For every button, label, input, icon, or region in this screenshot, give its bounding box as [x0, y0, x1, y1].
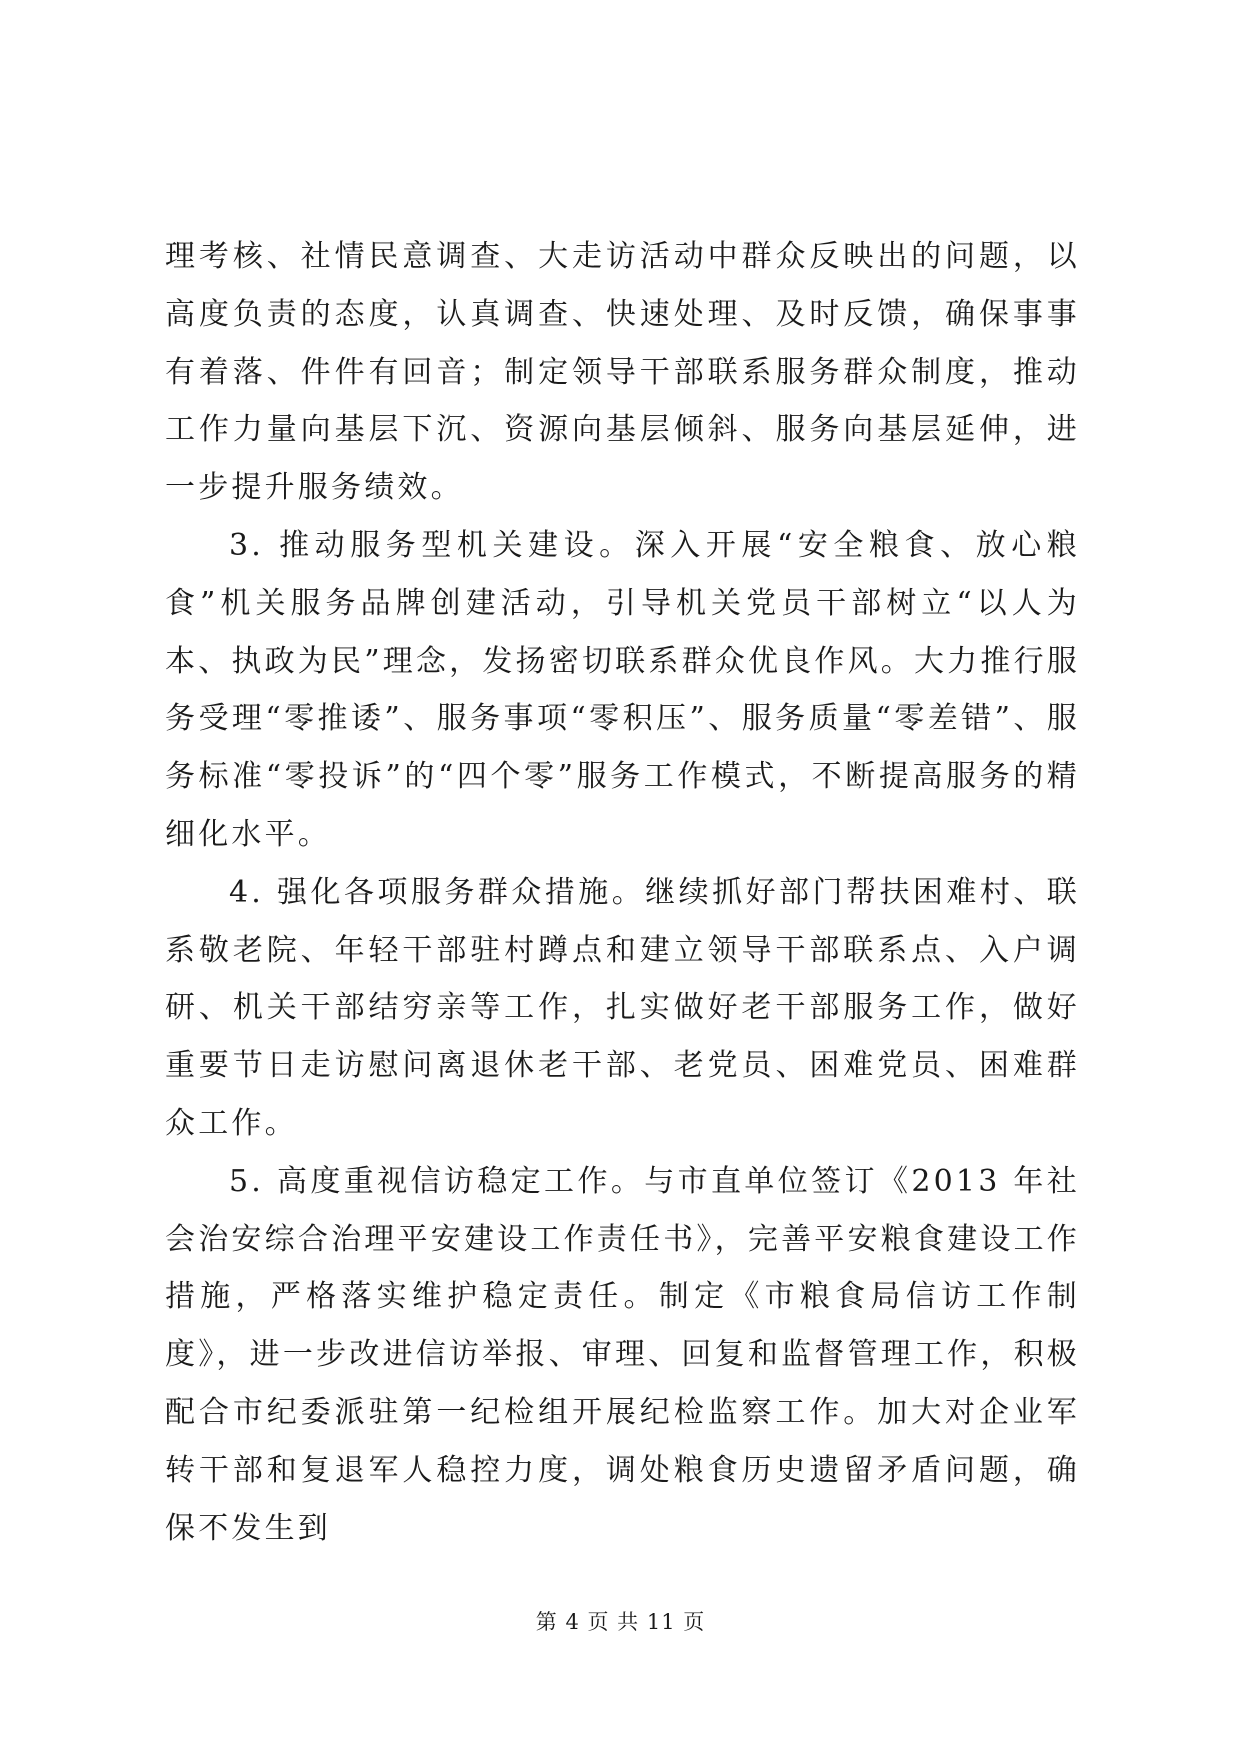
paragraph-item-4: 4. 强化各项服务群众措施。继续抓好部门帮扶困难村、联系敬老院、年轻干部驻村蹲点和建立领导干部联系点、入户调研、机关干部结穷亲等工作，扎实做好老干部服务工作，做好重要节日走访慰问离退休老干部、老党员、困难党员、困难群众工作。	[165, 874, 1080, 1141]
paragraph-item-3: 3. 推动服务型机关建设。深入开展“安全粮食、放心粮食”机关服务品牌创建活动，引导机关党员干部树立“以人为本、执政为民”理念，发扬密切联系群众优良作风。大力推行服务受理“零推诿”、服务事项“零积压”、服务质量“零差错”、服务标准“零投诉”的“四个零”服务工作模式，不断提高服务的精细化水平。	[165, 527, 1080, 852]
paragraph-item-5: 5. 高度重视信访稳定工作。与市直单位签订《2013 年社会治安综合治理平安建设工作责任书》，完善平安粮食建设工作措施，严格落实维护稳定责任。制定《市粮食局信访工作制度》，进一步改进信访举报、审理、回复和监督管理工作，积极配合市纪委派驻第一纪检组开展纪检监察工作。加大对企业军转干部和复退军人稳控力度，调处粮食历史遗留矛盾问题，确保不发生到	[165, 1163, 1080, 1546]
page-number-footer: 第 4 页 共 11 页	[535, 1610, 706, 1634]
paragraph-continued: 理考核、社情民意调查、大走访活动中群众反映出的问题，以高度负责的态度，认真调查、快速处理、及时反馈，确保事事有着落、件件有回音；制定领导干部联系服务群众制度，推动工作力量向基层下沉、资源向基层倾斜、服务向基层延伸，进一步提升服务绩效。	[165, 239, 1080, 506]
document-body	[165, 228, 1080, 1557]
